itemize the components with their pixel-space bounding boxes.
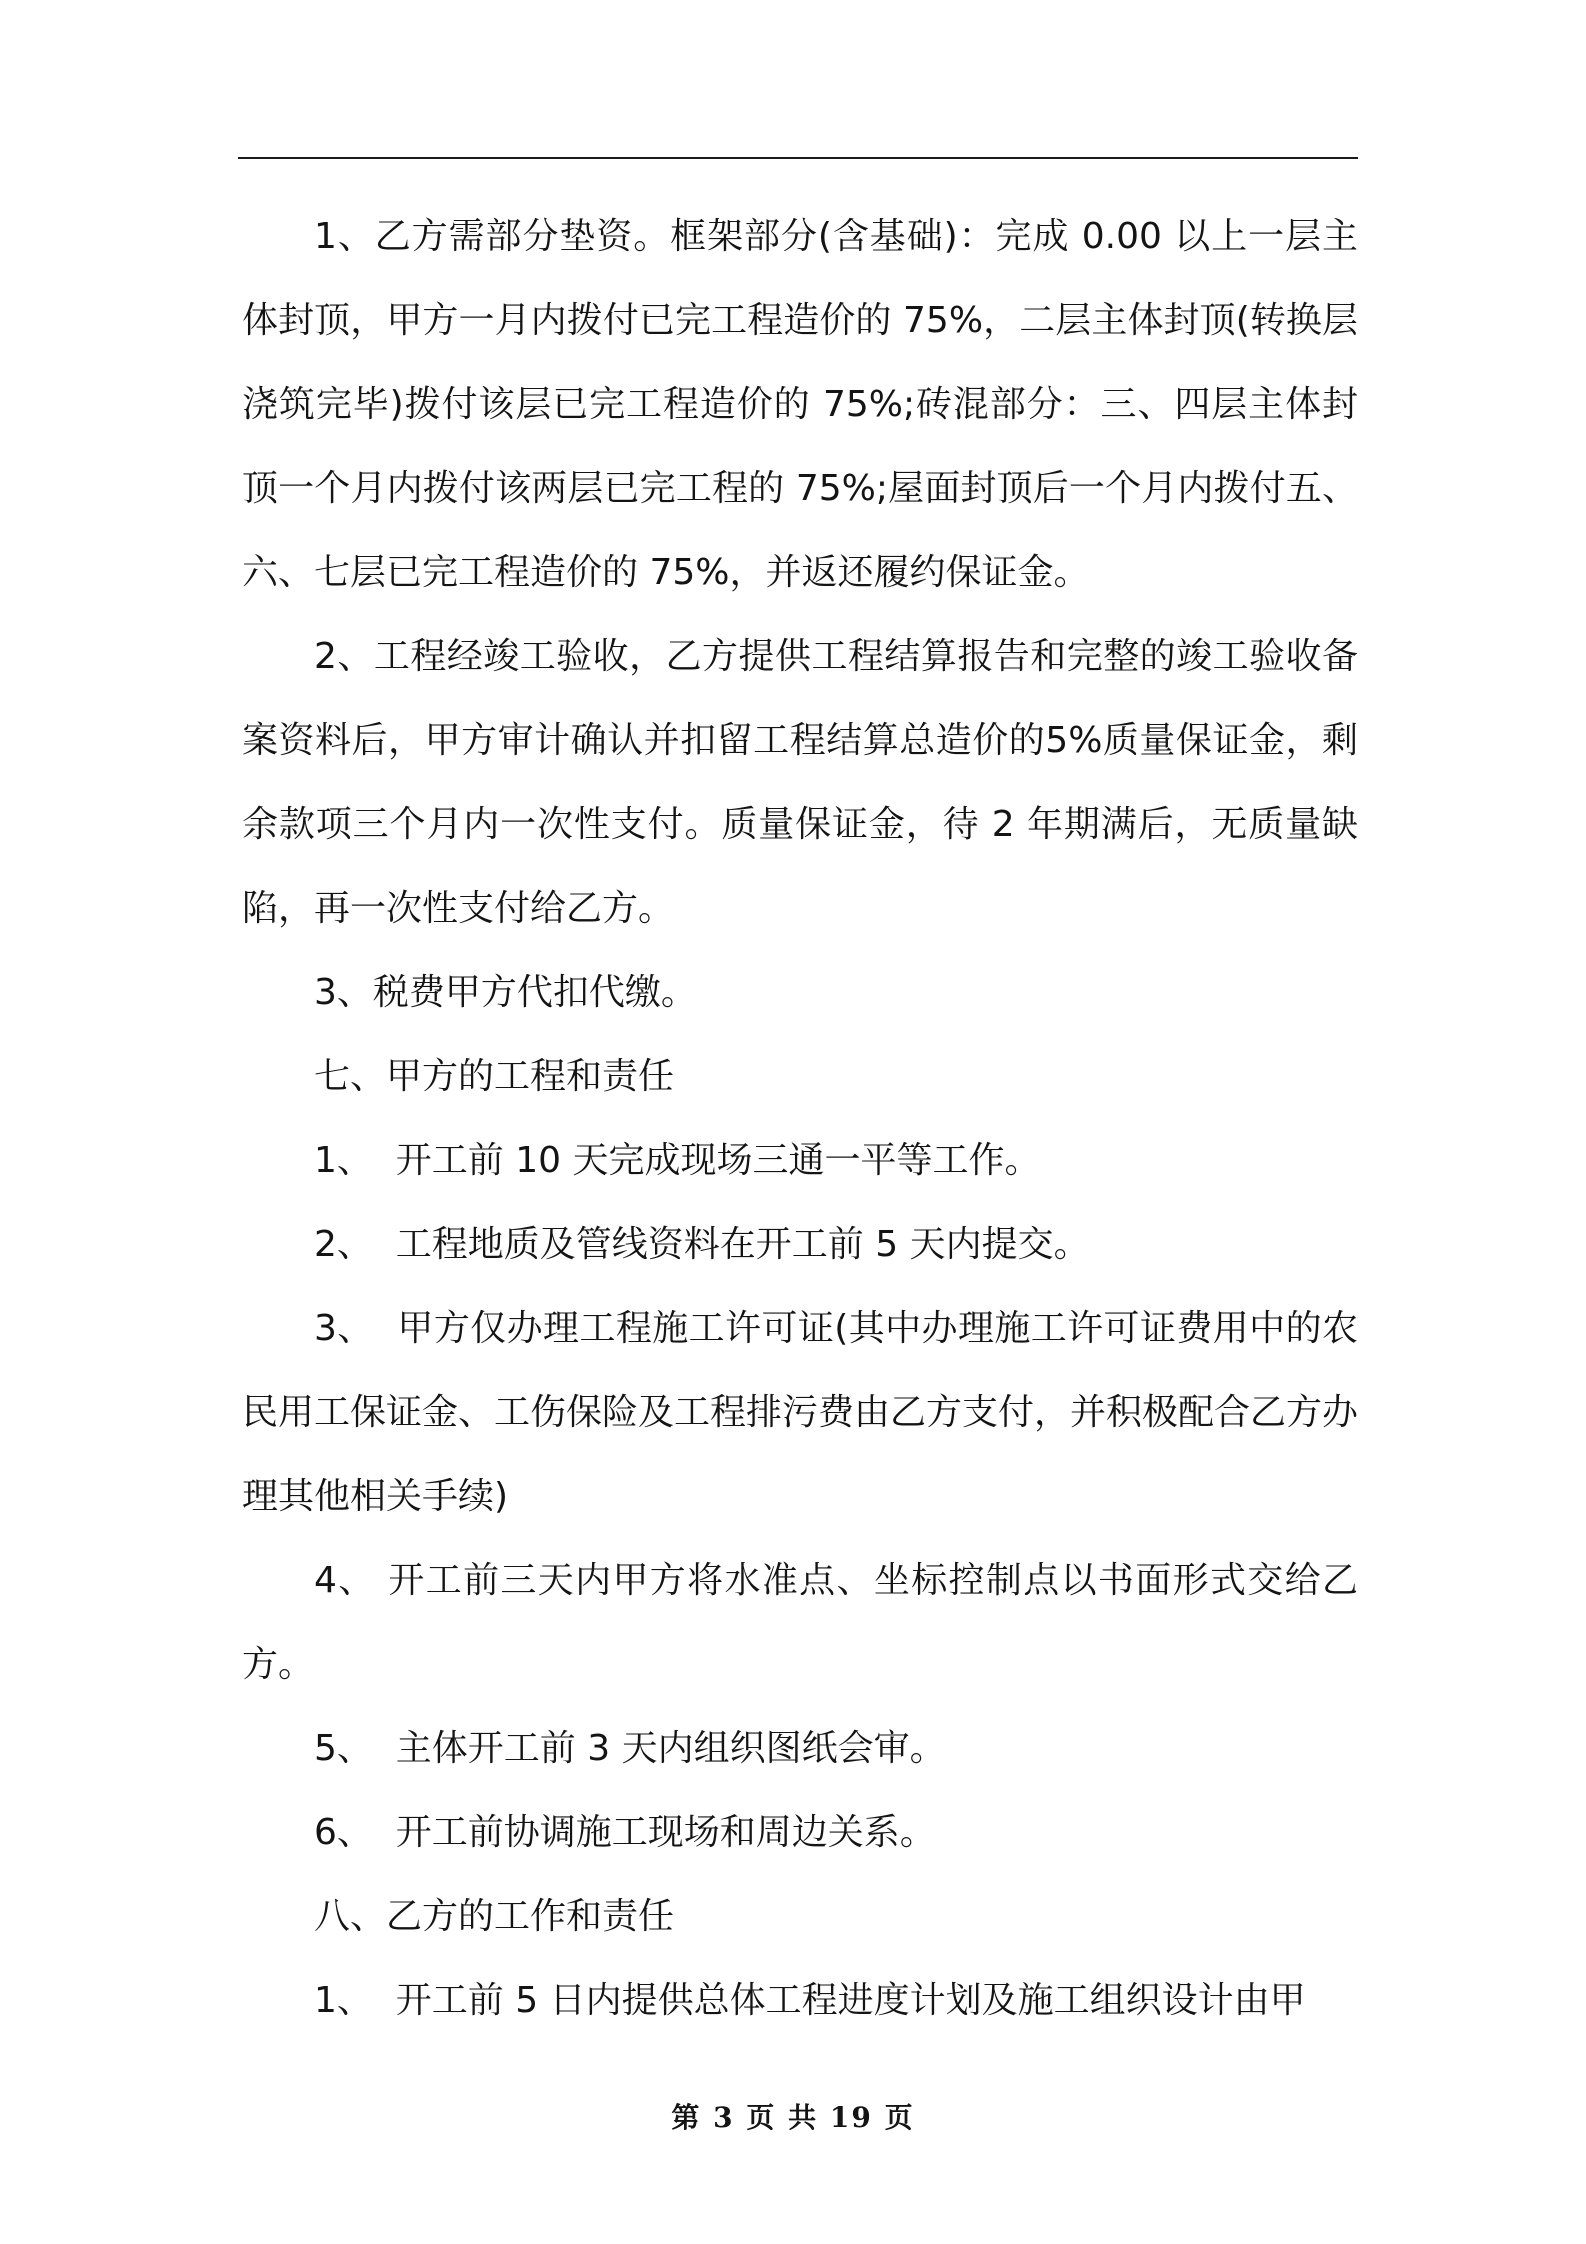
header-rule <box>238 157 1358 159</box>
party-a-item-5: 5、 主体开工前 3 天内组织图纸会审。 <box>314 1728 946 1769</box>
paragraph-payment-1: 1、乙方需部分垫资。框架部分(含基础)：完成 0.00 以上一层主体封顶，甲方一月内拨付已完工程造价的 75%，二层主体封顶(转换层浇筑完毕)拨付该层已完工程造价的 75%;砖混部分：三、四层主体封顶一个月内拨付该两层已完工程的 75%;屋面封顶后一个月内拨付五、六、七层已完工程造价的 75%，并返还履约保证金。 <box>242 216 1358 593</box>
party-a-item-6: 6、 开工前协调施工现场和周边关系。 <box>314 1812 936 1853</box>
party-a-item-1: 1、 开工前 10 天完成现场三通一平等工作。 <box>314 1140 1041 1181</box>
document-body <box>242 195 1358 2043</box>
section-heading-party-b: 八、乙方的工作和责任 <box>314 1896 675 1937</box>
section-heading-party-a: 七、甲方的工程和责任 <box>314 1056 675 1097</box>
paragraph-payment-2: 2、工程经竣工验收，乙方提供工程结算报告和完整的竣工验收备案资料后，甲方审计确认并扣留工程结算总造价的5%质量保证金，剩余款项三个月内一次性支付。质量保证金，待 2 年期满后，无质量缺陷，再一次性支付给乙方。 <box>242 636 1358 929</box>
page-number: 第 3 页 共 19 页 <box>671 2101 915 2134</box>
paragraph-payment-3: 3、税费甲方代扣代缴。 <box>314 972 697 1013</box>
party-a-item-4: 4、 开工前三天内甲方将水准点、坐标控制点以书面形式交给乙方。 <box>242 1560 1358 1685</box>
party-a-item-3: 3、 甲方仅办理工程施工许可证(其中办理施工许可证费用中的农民用工保证金、工伤保险及工程排污费由乙方支付，并积极配合乙方办理其他相关手续) <box>242 1308 1359 1517</box>
party-a-item-2: 2、 工程地质及管线资料在开工前 5 天内提交。 <box>314 1224 1090 1265</box>
party-b-item-1: 1、 开工前 5 日内提供总体工程进度计划及施工组织设计由甲 <box>314 1980 1306 2021</box>
